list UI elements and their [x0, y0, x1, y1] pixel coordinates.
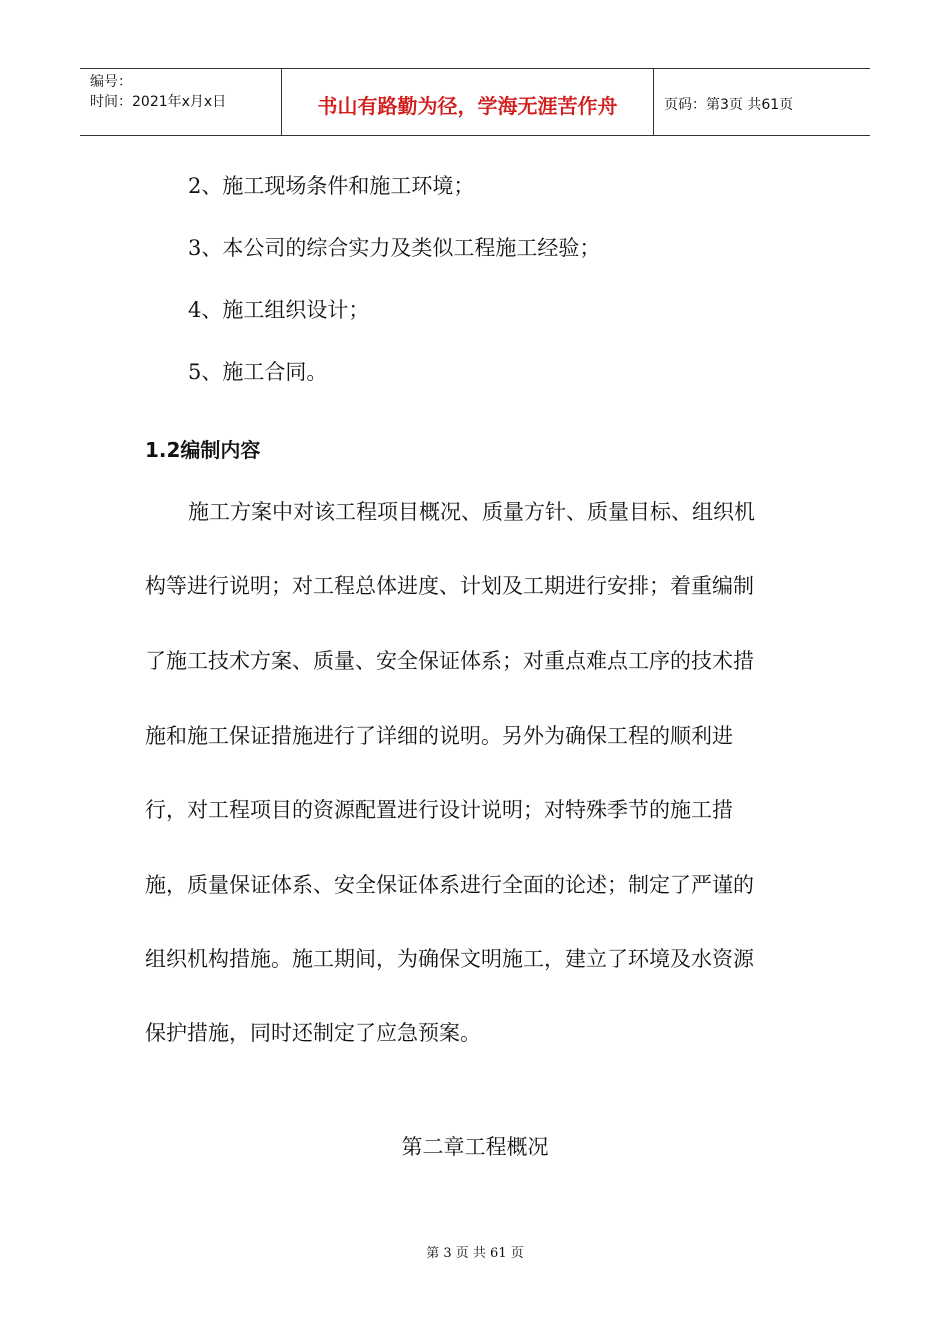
motto-text: 书山有路勤为径，学海无涯苦作舟: [317, 93, 618, 118]
paragraph-line: 施和施工保证措施进行了详细的说明。另外为确保工程的顺利进: [145, 724, 733, 748]
paragraph-line: 了施工技术方案、质量、安全保证体系；对重点难点工序的技术措: [145, 649, 754, 673]
time-label: 时间：2021年x月x日: [90, 94, 227, 110]
number-label: 编号：: [90, 74, 132, 90]
paragraph-line: 保护措施，同时还制定了应急预案。: [145, 1021, 481, 1045]
list-item: 4、施工组织设计；: [188, 298, 370, 322]
list-item: 5、施工合同。: [188, 360, 328, 384]
header-page-cell: [654, 69, 870, 135]
page-info: 页码：第3页 共61页: [664, 97, 794, 113]
header-motto-cell: [282, 69, 654, 135]
list-item: 2、施工现场条件和施工环境；: [188, 174, 475, 198]
header-meta-cell: [80, 69, 282, 135]
page-footer: 第 3 页 共 61 页: [426, 1246, 524, 1261]
paragraph-line: 施工方案中对该工程项目概况、质量方针、质量目标、组织机: [188, 500, 755, 524]
document-header: [80, 68, 870, 136]
paragraph-line: 行，对工程项目的资源配置进行设计说明；对特殊季节的施工措: [145, 798, 733, 822]
paragraph-line: 构等进行说明；对工程总体进度、计划及工期进行安排；着重编制: [145, 574, 754, 598]
list-item: 3、本公司的综合实力及类似工程施工经验；: [188, 236, 601, 260]
section-heading: 1.2编制内容: [145, 438, 261, 462]
paragraph-line: 组织机构措施。施工期间，为确保文明施工，建立了环境及水资源: [145, 947, 754, 971]
paragraph-line: 施，质量保证体系、安全保证体系进行全面的论述；制定了严谨的: [145, 873, 754, 897]
chapter-title: 第二章工程概况: [401, 1135, 549, 1159]
